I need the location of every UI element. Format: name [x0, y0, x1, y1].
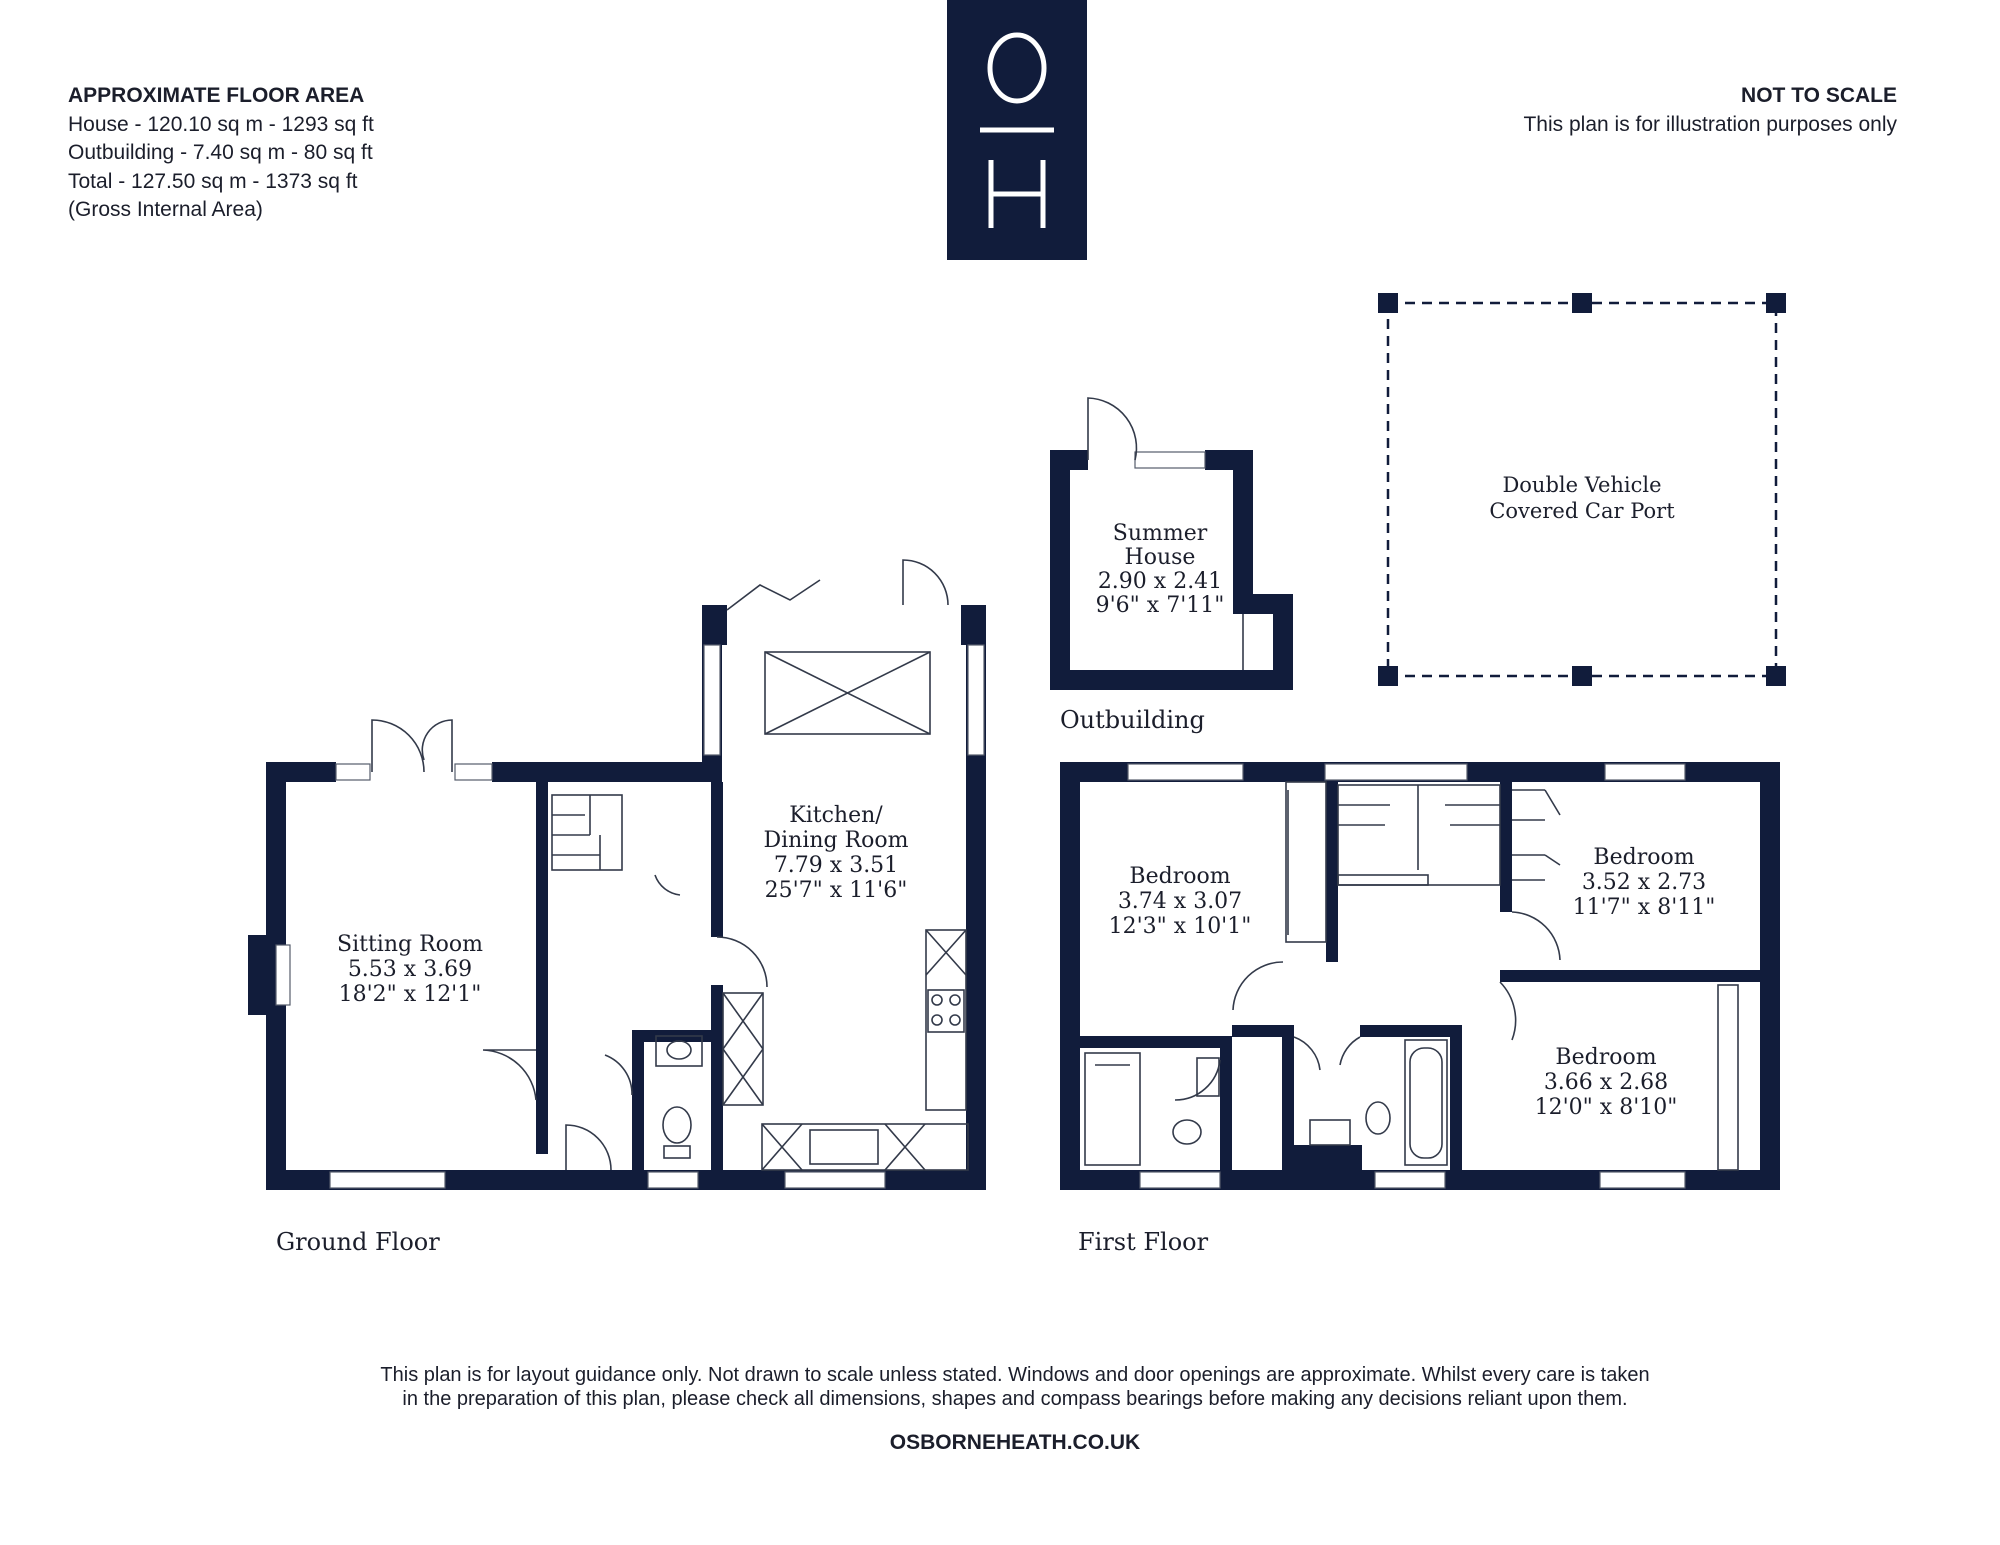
door-swing — [655, 875, 680, 895]
door-swing — [1233, 962, 1283, 1010]
car-port-line2: Covered Car Port — [1489, 499, 1675, 523]
wall — [702, 605, 727, 645]
summer-house-metric: 2.90 x 2.41 — [1097, 569, 1223, 594]
kitchen-unit — [723, 993, 763, 1105]
cupboard-door — [1545, 790, 1560, 865]
fireplace-hearth — [276, 945, 290, 1005]
bedroom1-imperial: 12'3" x 10'1" — [1108, 914, 1252, 939]
scale-note-heading: NOT TO SCALE — [1741, 84, 1897, 107]
wall — [1205, 450, 1253, 470]
staircase — [552, 795, 622, 870]
scale-note — [1523, 84, 1897, 136]
floor-area-total: Total - 127.50 sq m - 1373 sq ft — [68, 170, 358, 193]
cupboard — [1512, 790, 1545, 880]
wall — [1500, 970, 1760, 982]
wall — [1282, 1145, 1362, 1170]
window — [1325, 764, 1467, 780]
window — [648, 1172, 698, 1188]
wall — [711, 985, 723, 1170]
stair-treads — [1338, 785, 1500, 870]
car-port-post — [1378, 666, 1398, 686]
wardrobe — [1286, 782, 1326, 942]
bedroom1-metric: 3.74 x 3.07 — [1117, 889, 1243, 914]
first-floor-label: First Floor — [1078, 1228, 1209, 1256]
unit-cross — [926, 930, 966, 975]
summer-house-name-line2: House — [1124, 545, 1196, 570]
door-swing — [1088, 398, 1136, 460]
sitting-room-imperial: 18'2" x 12'1" — [338, 982, 482, 1007]
ground-floor-plan — [248, 560, 986, 1256]
window — [1135, 452, 1205, 468]
sitting-room-metric: 5.53 x 3.69 — [347, 957, 473, 982]
shower-tray — [1085, 1053, 1140, 1165]
window — [1128, 764, 1243, 780]
door-swing — [1294, 1037, 1320, 1070]
door-swing — [717, 937, 767, 987]
rear-door-swing — [903, 560, 948, 605]
outbuilding-plan — [1050, 398, 1293, 734]
car-port-plan — [1378, 293, 1786, 686]
wall — [1050, 670, 1293, 690]
kitchen-name-line2: Dining Room — [763, 828, 909, 853]
bedroom3-metric: 3.66 x 2.68 — [1543, 1070, 1669, 1095]
wall — [1760, 762, 1780, 1190]
wall — [1220, 1036, 1232, 1170]
floor-area-heading: APPROXIMATE FLOOR AREA — [68, 84, 365, 107]
window — [785, 1172, 885, 1188]
brand-logo — [947, 0, 1087, 260]
toilet-cistern — [664, 1146, 690, 1158]
kitchen-counter — [762, 1124, 968, 1170]
basin-bowl — [667, 1041, 691, 1059]
wall — [266, 762, 336, 782]
wall — [1080, 1036, 1220, 1048]
unit-cross — [723, 993, 763, 1105]
door-swing — [605, 1055, 632, 1095]
toilet — [663, 1107, 691, 1143]
window — [1140, 1172, 1220, 1188]
bathtub-inner — [1410, 1048, 1442, 1158]
hob-ring — [950, 1015, 960, 1025]
disclaimer-line2: in the preparation of this plan, please check all dimensions, shapes and compass bearings before making any decisions reliant upon them. — [402, 1388, 1628, 1410]
floor-area-house: House - 120.10 sq m - 1293 sq ft — [68, 113, 374, 136]
unit-cross — [762, 1124, 925, 1170]
window — [1605, 764, 1685, 780]
bifold-door — [727, 580, 820, 610]
first-floor-plan — [1060, 762, 1780, 1256]
bedroom2-imperial: 11'7" x 8'11" — [1572, 895, 1716, 920]
kitchen-imperial: 25'7" x 11'6" — [764, 878, 908, 903]
wall — [632, 1030, 644, 1170]
disclaimer-line1: This plan is for layout guidance only. Not drawn to scale unless stated. Windows and door openings are approximate. Whilst every care is taken — [380, 1364, 1650, 1386]
car-port-line1: Double Vehicle — [1502, 473, 1662, 497]
door-swing — [1512, 912, 1560, 960]
french-door-swing — [372, 720, 424, 772]
wall — [961, 605, 986, 645]
wall — [1050, 450, 1070, 690]
bedroom2-metric: 3.52 x 2.73 — [1581, 870, 1707, 895]
window — [1375, 1172, 1445, 1188]
bedroom1-name: Bedroom — [1129, 864, 1231, 889]
hob-ring — [932, 995, 942, 1005]
stair-balustrade — [1338, 875, 1428, 885]
wall — [1450, 1025, 1462, 1170]
french-door-swing — [422, 720, 452, 772]
floor-area-outbuilding: Outbuilding - 7.40 sq m - 80 sq ft — [68, 141, 373, 164]
wall — [1233, 450, 1253, 614]
wall — [1500, 782, 1512, 912]
hob-ring — [932, 1015, 942, 1025]
window — [455, 764, 492, 780]
car-port-post — [1766, 666, 1786, 686]
wash-basin — [1197, 1058, 1219, 1096]
wash-basin — [1310, 1120, 1350, 1145]
door-swing — [1500, 982, 1516, 1040]
summer-house-imperial: 9'6" x 7'11" — [1095, 593, 1225, 618]
stair-treads — [552, 795, 600, 870]
wall — [1360, 1025, 1450, 1037]
sitting-room-name: Sitting Room — [337, 932, 483, 957]
window — [704, 645, 720, 755]
scale-note-sub: This plan is for illustration purposes only — [1523, 113, 1897, 136]
wall — [1233, 594, 1293, 614]
summer-house-name-line1: Summer — [1112, 521, 1208, 546]
front-door-swing — [566, 1125, 611, 1170]
window — [330, 1172, 445, 1188]
floor-area-note: (Gross Internal Area) — [68, 198, 263, 221]
kitchen-sink — [810, 1130, 878, 1164]
toilet — [1366, 1102, 1390, 1134]
car-port-post — [1572, 293, 1592, 313]
car-port-post — [1572, 666, 1592, 686]
door-swing — [483, 1050, 536, 1100]
wall — [1050, 450, 1088, 470]
website-link[interactable]: OSBORNEHEATH.CO.UK — [889, 1431, 1141, 1454]
bedroom2-name: Bedroom — [1593, 845, 1695, 870]
wall — [1060, 762, 1080, 1190]
kitchen-metric: 7.79 x 3.51 — [773, 853, 899, 878]
bedroom3-imperial: 12'0" x 8'10" — [1534, 1095, 1678, 1120]
wall — [536, 782, 548, 1154]
bathtub — [1405, 1040, 1447, 1165]
floor-area-summary — [68, 84, 374, 221]
hob-ring — [950, 995, 960, 1005]
window — [1600, 1172, 1685, 1188]
wall — [492, 762, 716, 782]
staircase — [1338, 785, 1500, 885]
toilet — [1173, 1120, 1201, 1144]
kitchen-name-line1: Kitchen/ — [789, 803, 883, 828]
window — [336, 764, 370, 780]
car-port-post — [1766, 293, 1786, 313]
bedroom3-name: Bedroom — [1555, 1045, 1657, 1070]
ground-floor-label: Ground Floor — [276, 1228, 440, 1256]
wardrobe — [1718, 985, 1738, 1170]
wall — [711, 782, 723, 937]
outbuilding-label: Outbuilding — [1060, 706, 1205, 734]
door-swing — [1340, 1037, 1360, 1065]
wall — [1326, 782, 1338, 962]
window — [968, 645, 984, 755]
footer — [380, 1364, 1649, 1454]
car-port-post — [1378, 293, 1398, 313]
